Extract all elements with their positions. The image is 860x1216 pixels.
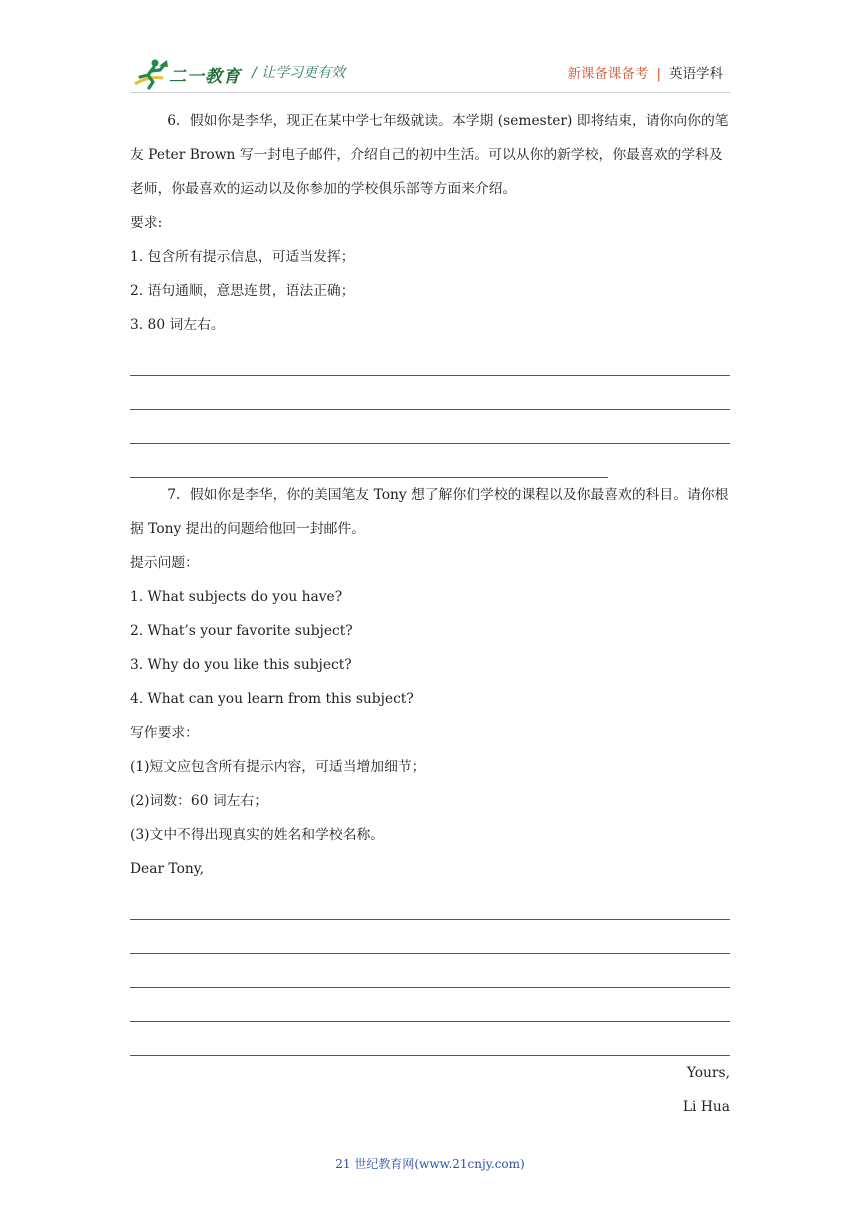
answer-line	[130, 886, 730, 920]
page-footer: 21 世纪教育网(www.21cnjy.com)	[335, 1157, 525, 1171]
q6-requirement: 2. 语句通顺，意思连贯，语法正确；	[130, 283, 355, 299]
answer-line	[130, 988, 730, 1022]
logo-text: 二一教育	[169, 67, 241, 87]
q7-hint-question: 4. What can you learn from this subject?	[130, 691, 414, 707]
letter-signature: Li Hua	[682, 1099, 730, 1115]
header-separator: |	[656, 66, 661, 82]
page-header	[0, 0, 860, 95]
q6-paragraph: 6．假如你是李华，现正在某中学七年级就读。本学期 (semester) 即将结束，请你向你的笔友 Peter Brown 写一封电子邮件，介绍自己的初中生活。可以从你的新学校，你最喜欢的学科及老师，你最喜欢的运动以及你参加的学校俱乐部等方面来介绍。	[130, 113, 729, 197]
q7-requirements-title: 写作要求：	[130, 725, 199, 741]
letter-greeting: Dear Tony,	[130, 861, 205, 877]
q7-hint-title: 提示问题：	[130, 555, 199, 571]
logo	[133, 58, 243, 90]
running-figure-icon	[133, 58, 171, 90]
q7-hint-question: 2. What’s your favorite subject?	[130, 623, 353, 639]
q6-requirement: 3. 80 词左右。	[130, 317, 225, 333]
q7-requirement: (2)词数：60 词左右；	[130, 793, 269, 809]
slogan: / 让学习更有效	[252, 65, 346, 81]
header-divider	[130, 92, 730, 93]
header-subject-label: 英语学科	[669, 66, 723, 82]
q7-requirement: (3)文中不得出现真实的姓名和学校名称。	[130, 827, 385, 843]
answer-line	[130, 342, 730, 376]
q7-hint-question: 3. Why do you like this subject?	[130, 657, 352, 673]
answer-line	[130, 410, 730, 444]
header-course-label: 新课备课备考	[567, 66, 649, 82]
q7-paragraph: 7．假如你是李华，你的美国笔友 Tony 想了解你们学校的课程以及你最喜欢的科目。请你根据 Tony 提出的问题给他回一封邮件。	[130, 487, 729, 537]
answer-line	[130, 954, 730, 988]
q7-requirement: (1)短文应包含所有提示内容，可适当增加细节；	[130, 759, 426, 775]
answer-line	[130, 1022, 730, 1056]
header-right	[567, 62, 723, 82]
q6-requirement: 1. 包含所有提示信息，可适当发挥；	[130, 249, 355, 265]
letter-closing: Yours,	[686, 1065, 730, 1081]
answer-line	[130, 920, 730, 954]
answer-line	[130, 444, 608, 478]
q6-requirements-title: 要求:	[130, 215, 163, 231]
q7-hint-question: 1. What subjects do you have?	[130, 589, 343, 605]
answer-line	[130, 376, 730, 410]
document-body	[130, 104, 730, 1124]
